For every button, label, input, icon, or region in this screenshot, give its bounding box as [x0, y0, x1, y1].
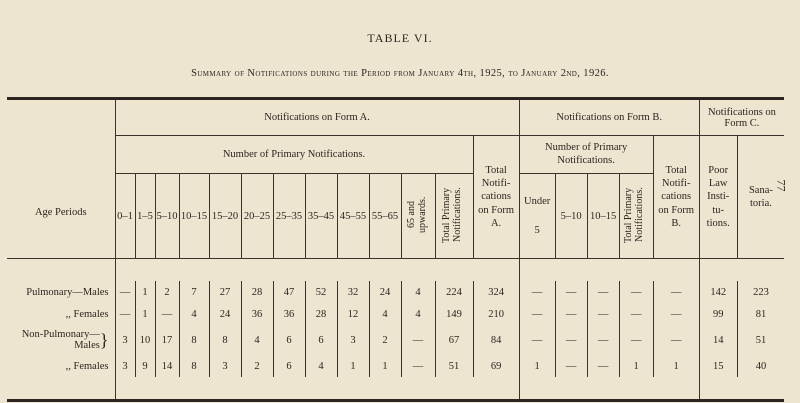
- cell: 4: [401, 303, 435, 325]
- row-label-line2: Males: [74, 340, 100, 351]
- cell: 9: [135, 355, 155, 377]
- cell: 36: [273, 303, 305, 325]
- page-number: 77: [774, 179, 789, 192]
- cell: 1: [653, 355, 699, 377]
- cell: 28: [305, 303, 337, 325]
- sanatoria-header: [737, 136, 784, 259]
- cell: 210: [473, 303, 519, 325]
- age-col-65-up-text: 65 and upwards.: [406, 196, 428, 233]
- cell: 47: [273, 281, 305, 303]
- age-col-25-35: 25–35: [273, 174, 305, 259]
- cell: 3: [115, 325, 135, 355]
- cell: 1: [337, 355, 369, 377]
- age-col-55-65: 55–65: [369, 174, 401, 259]
- cell: —: [519, 325, 555, 355]
- cell: 36: [241, 303, 273, 325]
- cell: 6: [305, 325, 337, 355]
- age-col-1-5: 1–5: [135, 174, 155, 259]
- cell: 2: [241, 355, 273, 377]
- total-primary-a-text: Total Primary Notifications.: [441, 186, 463, 243]
- cell: 12: [337, 303, 369, 325]
- cell: 69: [473, 355, 519, 377]
- cell: 4: [369, 303, 401, 325]
- cell: 223: [753, 286, 769, 298]
- form-b-header: Notifications on Form B.: [519, 99, 699, 136]
- form-c-header: Notifications on Form C.: [699, 99, 784, 136]
- cell: —: [619, 325, 653, 355]
- table-row: [7, 325, 784, 355]
- cell: 67: [435, 325, 473, 355]
- cell: 149: [435, 303, 473, 325]
- form-a-header: Notifications on Form A.: [115, 99, 519, 136]
- under5-line1: Under: [524, 196, 551, 207]
- cell: 2: [369, 325, 401, 355]
- cell: —: [587, 281, 619, 303]
- cell: 8: [209, 325, 241, 355]
- cell: 4: [305, 355, 337, 377]
- cell: 84: [473, 325, 519, 355]
- cell: 99: [699, 303, 737, 325]
- cell: 8: [179, 325, 209, 355]
- age-col-b-10-15: 10–15: [587, 174, 619, 259]
- cell: —: [519, 303, 555, 325]
- cell: —: [653, 325, 699, 355]
- age-col-5-10: 5–10: [155, 174, 179, 259]
- cell: 81: [755, 308, 767, 320]
- table-row: [7, 281, 784, 303]
- cell: 1: [519, 355, 555, 377]
- cell: 17: [155, 325, 179, 355]
- total-primary-a-header: [435, 174, 473, 259]
- sanatoria-text: Sana- toria.: [748, 184, 773, 209]
- age-col-10-15: 10–15: [179, 174, 209, 259]
- table-subtitle: Summary of Notifications during the Period from January 4th, 1925, to January 2nd, 1926.: [191, 68, 609, 79]
- cell: 14: [699, 325, 737, 355]
- cell: 1: [135, 281, 155, 303]
- total-primary-b-text: Total Primary Notifications.: [623, 186, 646, 243]
- primary-notifications-b-text: Number of Primary Notifications.: [545, 141, 628, 166]
- age-col-65-up: [401, 174, 435, 259]
- primary-notifications-b-header: [519, 136, 653, 174]
- table-row: [7, 303, 784, 325]
- cell: 6: [273, 355, 305, 377]
- cell: 10: [135, 325, 155, 355]
- cell: —: [587, 325, 619, 355]
- age-col-15-20: 15–20: [209, 174, 241, 259]
- age-col-20-25: 20–25: [241, 174, 273, 259]
- notifications-table: [7, 97, 784, 402]
- cell: 4: [401, 281, 435, 303]
- cell: 3: [337, 325, 369, 355]
- age-col-under-5: [519, 174, 555, 259]
- table-row: [7, 355, 784, 377]
- cell: 15: [699, 355, 737, 377]
- row-label: ,, Females: [7, 303, 115, 325]
- under5-line2: 5: [534, 225, 540, 236]
- cell: 324: [473, 281, 519, 303]
- cell: 24: [369, 281, 401, 303]
- cell: —: [401, 355, 435, 377]
- cell: —: [587, 355, 619, 377]
- age-col-45-55: 45–55: [337, 174, 369, 259]
- cell: 4: [241, 325, 273, 355]
- cell: —: [653, 303, 699, 325]
- cell: 28: [241, 281, 273, 303]
- cell: 224: [435, 281, 473, 303]
- cell: 51: [755, 334, 767, 346]
- cell: —: [519, 281, 555, 303]
- primary-notifications-a-header: Number of Primary Notifications.: [115, 136, 473, 174]
- row-label: ,, Females: [7, 355, 115, 377]
- row-label: [7, 325, 115, 355]
- cell: —: [555, 355, 587, 377]
- age-col-b-5-10: 5–10: [555, 174, 587, 259]
- cell: —: [115, 303, 135, 325]
- cell: —: [587, 303, 619, 325]
- cell: 14: [155, 355, 179, 377]
- poor-law-text: Poor Law Insti- tu- tions.: [706, 165, 730, 229]
- cell: —: [155, 303, 179, 325]
- cell: 2: [155, 281, 179, 303]
- cell: 7: [179, 281, 209, 303]
- row-label-line1: Non-Pulmonary—: [21, 328, 100, 340]
- total-form-a-header: [473, 136, 519, 259]
- cell: 40: [755, 360, 767, 372]
- cell: 1: [135, 303, 155, 325]
- total-form-b-header: [653, 136, 699, 259]
- cell: 4: [179, 303, 209, 325]
- total-form-b-text: Total Notifi- cations on Form B.: [658, 165, 695, 229]
- total-primary-b-header: [619, 174, 653, 259]
- age-periods-header: Age Periods: [7, 99, 115, 259]
- cell: —: [619, 281, 653, 303]
- cell: 3: [115, 355, 135, 377]
- table-title: TABLE VI.: [367, 31, 433, 45]
- cell: 32: [337, 281, 369, 303]
- cell: —: [555, 303, 587, 325]
- cell: 1: [369, 355, 401, 377]
- cell: —: [115, 281, 135, 303]
- cell: 24: [209, 303, 241, 325]
- cell: 52: [305, 281, 337, 303]
- cell: 3: [209, 355, 241, 377]
- cell: —: [653, 281, 699, 303]
- cell: 27: [209, 281, 241, 303]
- poor-law-header: [699, 136, 737, 259]
- cell: —: [619, 303, 653, 325]
- cell: —: [401, 325, 435, 355]
- cell: 1: [619, 355, 653, 377]
- cell: —: [555, 325, 587, 355]
- total-form-a-text: Total Notifi- cations on Form A.: [478, 165, 515, 229]
- cell: —: [555, 281, 587, 303]
- brace-icon: }: [99, 330, 109, 350]
- age-col-0-1: 0–1: [115, 174, 135, 259]
- row-label: Pulmonary—Males: [7, 281, 115, 303]
- age-col-35-45: 35–45: [305, 174, 337, 259]
- cell: 142: [699, 281, 737, 303]
- cell: 8: [179, 355, 209, 377]
- cell: 51: [435, 355, 473, 377]
- cell: 6: [273, 325, 305, 355]
